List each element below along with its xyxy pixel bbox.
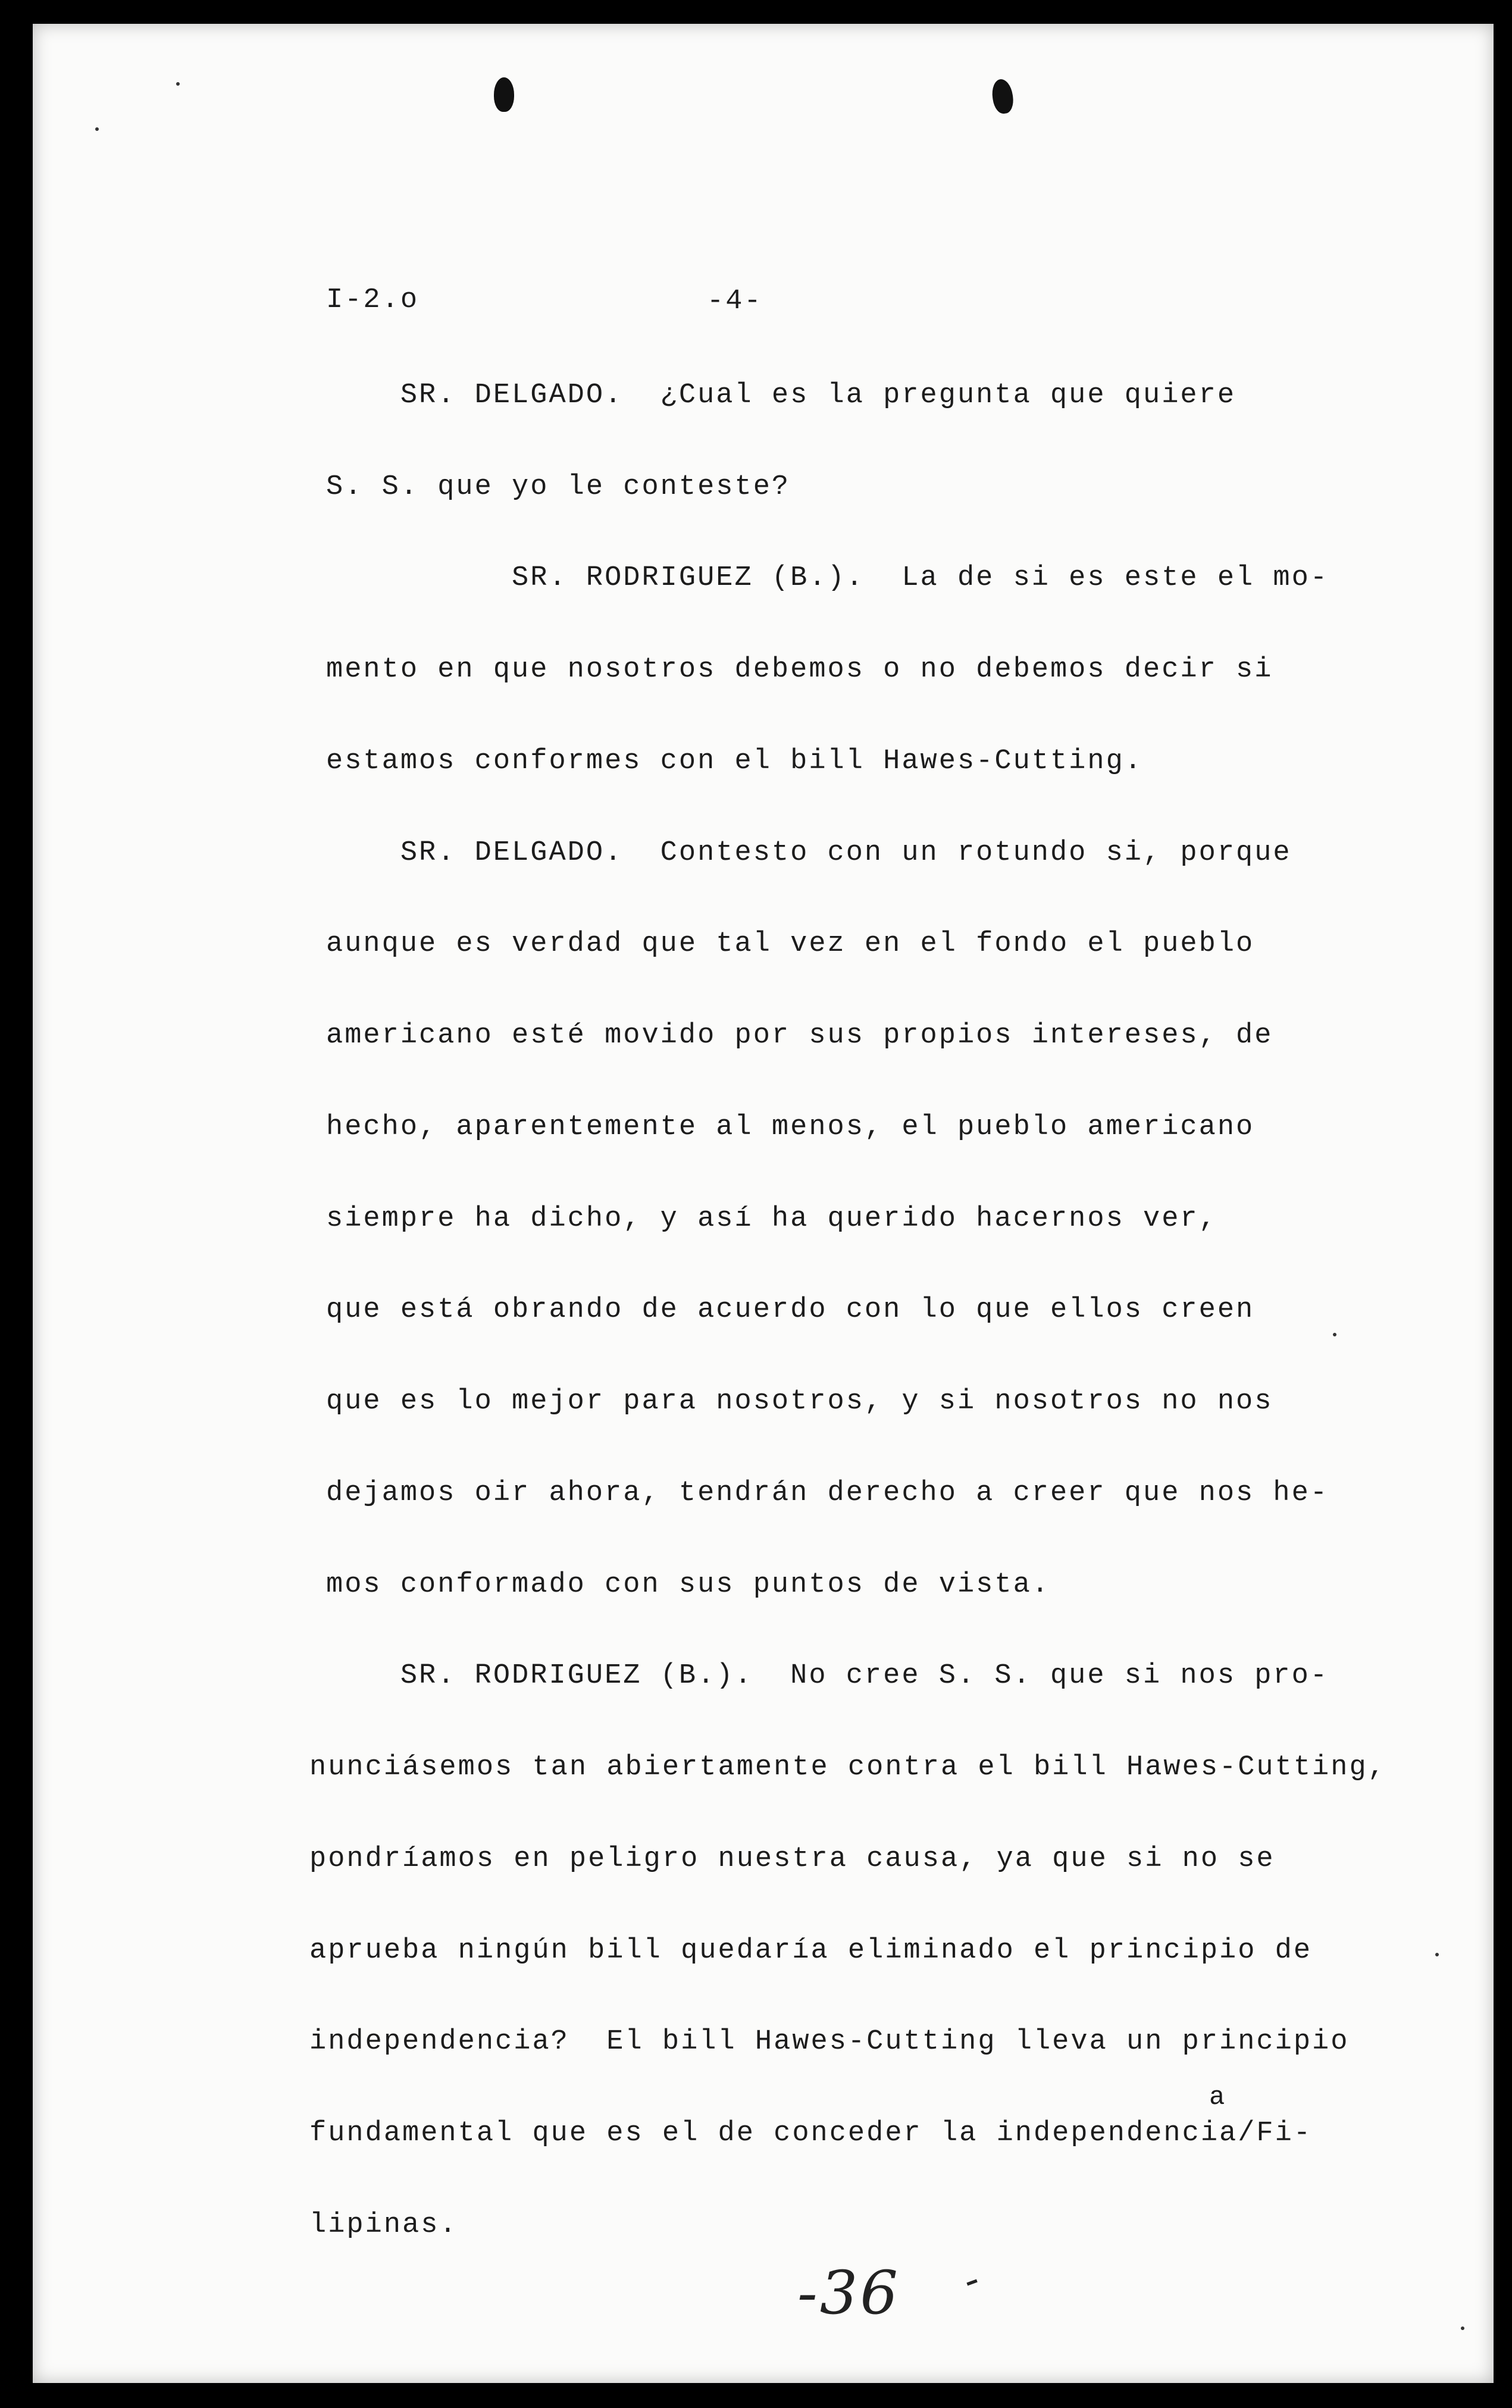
text-line: nunciásemos tan abiertamente contra el bill Hawes-Cutting, <box>309 1752 1386 1783</box>
text-line: hecho, aparentemente al menos, el pueblo americano <box>326 1111 1255 1143</box>
handwritten-page-number: -36 <box>797 2258 901 2328</box>
text-line: pondríamos en peligro nuestra causa, ya que si no se <box>309 1843 1275 1875</box>
text-line: S. S. que yo le conteste? <box>326 471 791 503</box>
interlinear-correction: a <box>1209 2083 1225 2112</box>
text-line: SR. RODRIGUEZ (B.). No cree S. S. que si nos pro- <box>326 1660 1329 1692</box>
text-line: aprueba ningún bill quedaría eliminado el principio de <box>309 1935 1313 1967</box>
document-reference: I-2.o <box>326 284 420 316</box>
handwritten-mark: - <box>956 2254 986 2305</box>
text-line: estamos conformes con el bill Hawes-Cutting. <box>326 746 1144 777</box>
text-line: que está obrando de acuerdo con lo que ellos creen <box>326 1294 1255 1326</box>
text-line: SR. RODRIGUEZ (B.). La de si es este el mo- <box>326 562 1329 594</box>
text-line: independencia? El bill Hawes-Cutting lleva un principio <box>309 2026 1350 2058</box>
text-line: SR. DELGADO. Contesto con un rotundo si, porque <box>326 837 1292 869</box>
text-line: lipinas. <box>309 2209 458 2241</box>
text-line: SR. DELGADO. ¿Cual es la pregunta que quiere <box>326 380 1236 411</box>
text-line: que es lo mejor para nosotros, y si nosotros no nos <box>326 1386 1273 1417</box>
page-marker: -4- <box>707 286 763 317</box>
text-line: mento en que nosotros debemos o no debemos decir si <box>326 654 1273 685</box>
text-line: fundamental que es el de conceder la independencia/Fi- <box>309 2118 1313 2149</box>
text-line: aunque es verdad que tal vez en el fondo el pueblo <box>326 928 1255 960</box>
text-line: siempre ha dicho, y así ha querido hacernos ver, <box>326 1203 1217 1235</box>
text-line: americano esté movido por sus propios intereses, de <box>326 1020 1273 1051</box>
text-line: dejamos oir ahora, tendrán derecho a creer que nos he- <box>326 1477 1329 1509</box>
text-line: mos conformado con sus puntos de vista. <box>326 1569 1050 1601</box>
